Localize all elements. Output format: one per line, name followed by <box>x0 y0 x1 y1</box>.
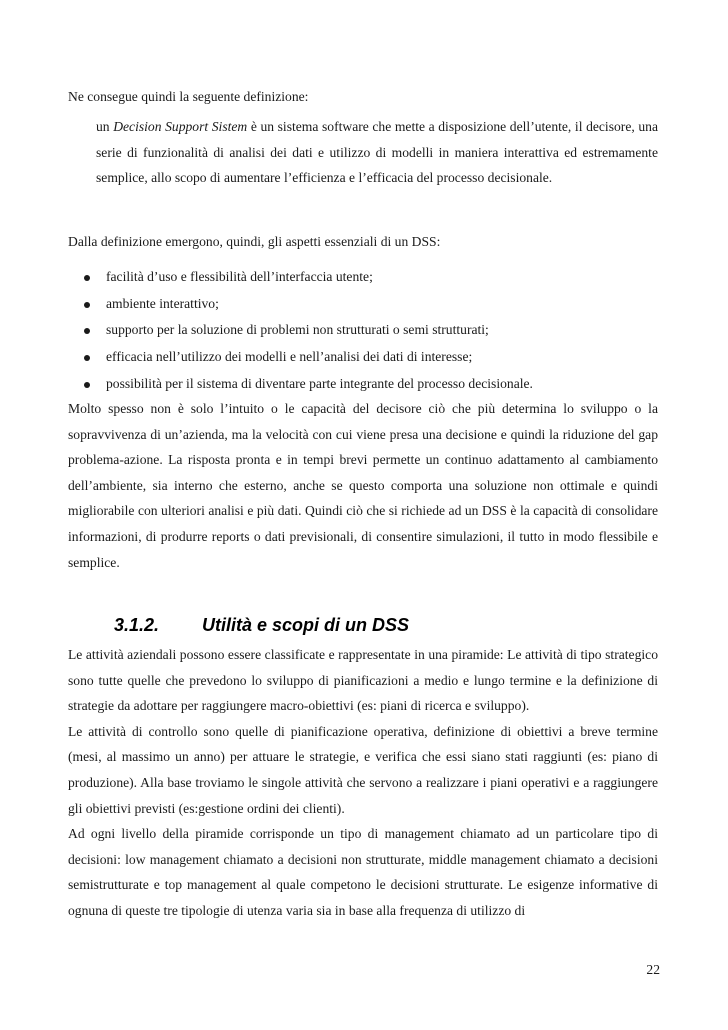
pyramid-paragraph-management: Ad ogni livello della piramide corrisponde un tipo di management chiamato ad un particolare tipo di decisioni: low management chiamato a decisioni non strutturate, middle management chiamato a decisioni semistrutturate e top management al quale competono le decisioni strutturate. Le esigenze informative di ognuna di queste tre tipologie di utenza varia sia in base alla frequenza di utilizzo di <box>68 826 658 918</box>
list-item-text: facilità d’uso e flessibilità dell’interfaccia utente; <box>106 269 373 284</box>
list-item-text: efficacia nell’utilizzo dei modelli e nell’analisi dei dati di interesse; <box>106 349 473 365</box>
definition-block <box>96 114 658 191</box>
definition-text: è un sistema software che mette a disposizione dell’utente, il decisore, una serie di funzionalità di analisi dei dati e utilizzo di modelli in maniera interattiva ed estremamente semplice, allo scopo di aumentare l’efficienza e l’efficacia del processo decisionale. <box>96 119 658 186</box>
list-item <box>82 264 658 291</box>
list-item <box>82 371 658 398</box>
list-item-text: supporto per la soluzione di problemi non strutturati o semi strutturati; <box>106 322 489 338</box>
bullet-icon <box>84 275 90 281</box>
aspects-list <box>82 264 658 397</box>
section-heading <box>114 612 614 638</box>
list-item <box>82 317 658 344</box>
pyramid-section <box>68 642 658 924</box>
aspects-lead: Dalla definizione emergono, quindi, gli aspetti essenziali di un DSS: <box>68 234 441 249</box>
list-item-text: possibilità per il sistema di diventare parte integrante del processo decisionale. <box>106 375 533 391</box>
pyramid-paragraph-control: Le attività di controllo sono quelle di pianificazione operativa, definizione di obiettivi a breve termine (mesi, al massimo un anno) per attuare le strategie, e verifica che essi siano stati raggiunti (es: piano di produzione). Alla base troviamo le singole attività che servono a realizzare i piani operativi e a raggiungere gli obiettivi previsti (es:gestione ordini dei clienti). <box>68 723 658 816</box>
section-title: Utilità e scopi di un DSS <box>202 615 410 635</box>
speed-paragraph: Molto spesso non è solo l’intuito o le capacità del decisore ciò che più determina lo sviluppo o la sopravvivenza di un’azienda, ma la velocità con cui viene presa una decisione e quindi la riduzione del gap problema-azione. La risposta pronta e in tempi brevi permette un continuo adattamento al cambiamento dell’ambiente, sia interno che esterno, anche se questo comporta una soluzione non ottimale e quindi migliorabile con ulteriori analisi e più dati. Quindi ciò che si richiede ad un DSS è la capacità di consolidare informazioni, di produrre reports o dati previsionali, di consentire simulazioni, il tutto in modo flessibile e semplice. <box>68 401 658 570</box>
list-item <box>82 291 658 318</box>
bullet-icon <box>84 382 90 388</box>
intro-paragraph: Ne consegue quindi la seguente definizione: <box>68 89 309 104</box>
bullet-icon <box>84 355 90 361</box>
definition-prefix: un <box>96 119 114 134</box>
definition-term: Decision Support Sistem <box>113 119 248 134</box>
page-number: 22 <box>646 962 660 977</box>
section-number: 3.1.2. <box>114 615 160 635</box>
bullet-icon <box>84 328 90 334</box>
pyramid-paragraph-strategic: Le attività aziendali possono essere classificate e rappresentate in una piramide: Le attività di tipo strategico sono tutte quelle che prevedono lo sviluppo di pianificazioni a medio e lungo termine e la definizione di strategie da adottare per raggiungere macro-obiettivi (es: piani di ricerca e sviluppo). <box>68 647 658 714</box>
list-item <box>82 344 658 371</box>
bullet-icon <box>84 302 90 308</box>
list-item-text: ambiente interattivo; <box>106 295 219 311</box>
